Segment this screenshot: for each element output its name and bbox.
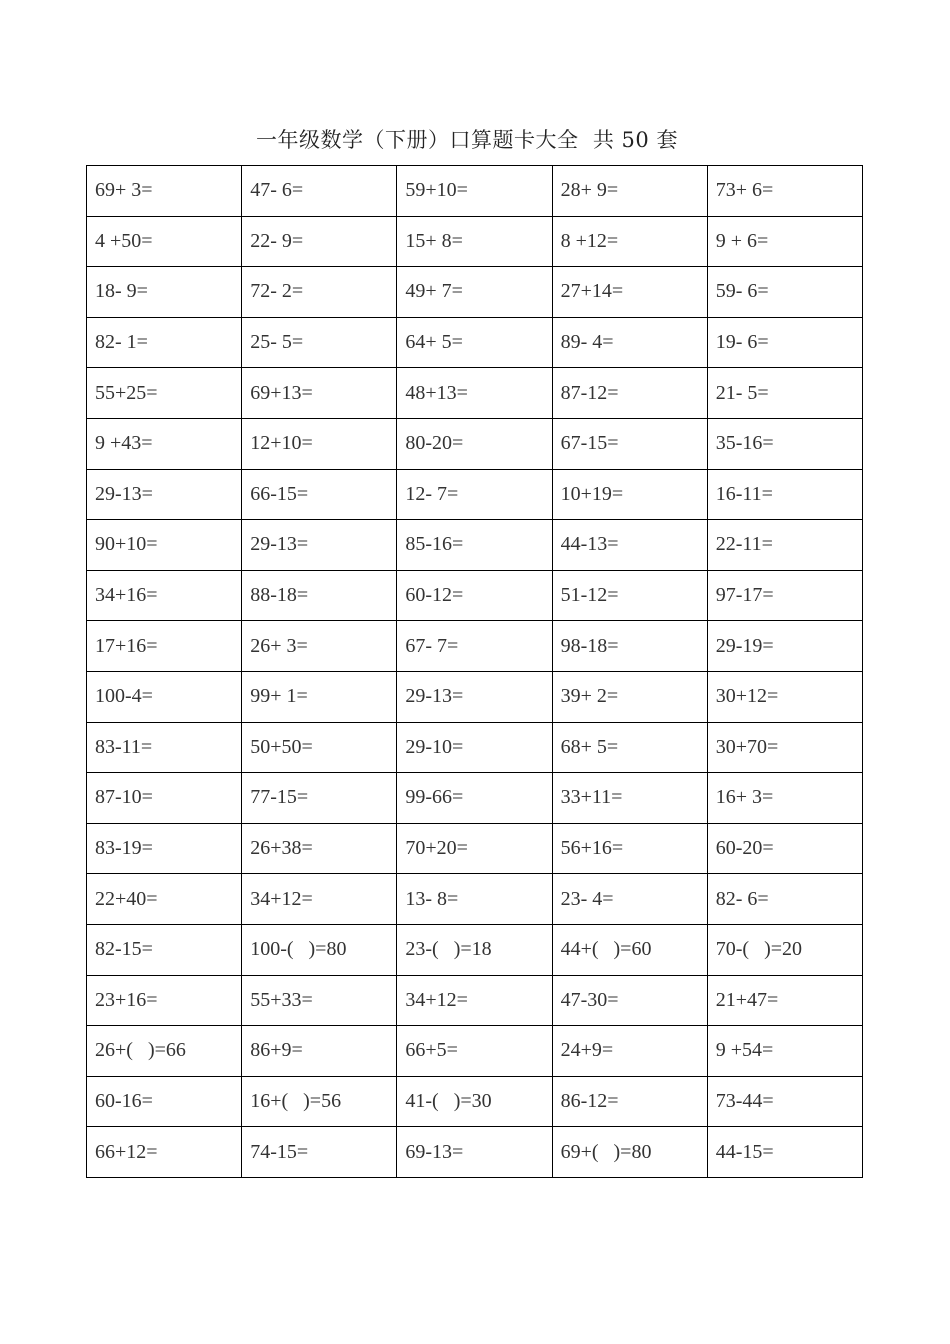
problem-cell: 97-17= xyxy=(707,570,862,621)
table-row xyxy=(87,520,863,571)
problem-cell: 49+ 7= xyxy=(397,267,552,318)
table-row xyxy=(87,166,863,217)
problem-cell: 33+11= xyxy=(552,773,707,824)
table-row xyxy=(87,1076,863,1127)
problem-cell: 22- 9= xyxy=(242,216,397,267)
problem-cell: 60-16= xyxy=(87,1076,242,1127)
problem-cell: 47- 6= xyxy=(242,166,397,217)
table-row xyxy=(87,469,863,520)
problem-cell: 90+10= xyxy=(87,520,242,571)
table-row xyxy=(87,924,863,975)
problem-cell: 60-12= xyxy=(397,570,552,621)
problem-cell: 69+( )=80 xyxy=(552,1127,707,1178)
table-row xyxy=(87,671,863,722)
problem-cell: 87-12= xyxy=(552,368,707,419)
problem-cell: 59+10= xyxy=(397,166,552,217)
problem-cell: 12+10= xyxy=(242,418,397,469)
problem-cell: 8 +12= xyxy=(552,216,707,267)
problem-cell: 68+ 5= xyxy=(552,722,707,773)
problem-cell: 21- 5= xyxy=(707,368,862,419)
problem-cell: 59- 6= xyxy=(707,267,862,318)
problem-cell: 16+( )=56 xyxy=(242,1076,397,1127)
table-row xyxy=(87,773,863,824)
problem-cell: 21+47= xyxy=(707,975,862,1026)
problem-cell: 82- 6= xyxy=(707,874,862,925)
table-row xyxy=(87,621,863,672)
table-row xyxy=(87,570,863,621)
table-row xyxy=(87,418,863,469)
problem-cell: 69-13= xyxy=(397,1127,552,1178)
problem-cell: 51-12= xyxy=(552,570,707,621)
table-row xyxy=(87,317,863,368)
problem-cell: 29-13= xyxy=(397,671,552,722)
problem-cell: 27+14= xyxy=(552,267,707,318)
problem-cell: 50+50= xyxy=(242,722,397,773)
problem-cell: 86-12= xyxy=(552,1076,707,1127)
problem-cell: 60-20= xyxy=(707,823,862,874)
problem-cell: 69+ 3= xyxy=(87,166,242,217)
problem-cell: 100-( )=80 xyxy=(242,924,397,975)
table-row xyxy=(87,874,863,925)
table-row xyxy=(87,216,863,267)
problem-cell: 29-13= xyxy=(242,520,397,571)
problem-cell: 83-19= xyxy=(87,823,242,874)
problem-cell: 67- 7= xyxy=(397,621,552,672)
problem-cell: 44+( )=60 xyxy=(552,924,707,975)
problem-cell: 88-18= xyxy=(242,570,397,621)
table-row xyxy=(87,975,863,1026)
problem-cell: 30+70= xyxy=(707,722,862,773)
problem-cell: 99-66= xyxy=(397,773,552,824)
problem-cell: 44-13= xyxy=(552,520,707,571)
problem-cell: 87-10= xyxy=(87,773,242,824)
problem-cell: 66+5= xyxy=(397,1026,552,1077)
problem-cell: 64+ 5= xyxy=(397,317,552,368)
problem-cell: 48+13= xyxy=(397,368,552,419)
problem-cell: 18- 9= xyxy=(87,267,242,318)
problem-cell: 29-10= xyxy=(397,722,552,773)
problem-cell: 26+( )=66 xyxy=(87,1026,242,1077)
problem-cell: 82-15= xyxy=(87,924,242,975)
problem-cell: 83-11= xyxy=(87,722,242,773)
problem-cell: 70-( )=20 xyxy=(707,924,862,975)
problem-cell: 66-15= xyxy=(242,469,397,520)
problem-cell: 34+12= xyxy=(242,874,397,925)
problem-cell: 26+ 3= xyxy=(242,621,397,672)
problem-cell: 12- 7= xyxy=(397,469,552,520)
problem-cell: 55+33= xyxy=(242,975,397,1026)
problem-cell: 44-15= xyxy=(707,1127,862,1178)
problem-cell: 70+20= xyxy=(397,823,552,874)
problem-cell: 39+ 2= xyxy=(552,671,707,722)
problem-cell: 85-16= xyxy=(397,520,552,571)
problem-cell: 89- 4= xyxy=(552,317,707,368)
problem-cell: 10+19= xyxy=(552,469,707,520)
problem-cell: 34+16= xyxy=(87,570,242,621)
table-row xyxy=(87,368,863,419)
table-row xyxy=(87,722,863,773)
problem-cell: 73+ 6= xyxy=(707,166,862,217)
problem-cell: 25- 5= xyxy=(242,317,397,368)
problem-cell: 56+16= xyxy=(552,823,707,874)
problem-cell: 22+40= xyxy=(87,874,242,925)
problem-cell: 67-15= xyxy=(552,418,707,469)
problem-cell: 30+12= xyxy=(707,671,862,722)
problem-cell: 72- 2= xyxy=(242,267,397,318)
problem-cell: 9 +54= xyxy=(707,1026,862,1077)
problem-cell: 19- 6= xyxy=(707,317,862,368)
problem-cell: 80-20= xyxy=(397,418,552,469)
problem-cell: 9 + 6= xyxy=(707,216,862,267)
problem-cell: 23+16= xyxy=(87,975,242,1026)
grid-body xyxy=(87,166,863,1178)
problem-cell: 23- 4= xyxy=(552,874,707,925)
problem-cell: 77-15= xyxy=(242,773,397,824)
arithmetic-grid xyxy=(86,165,863,1178)
problem-cell: 47-30= xyxy=(552,975,707,1026)
table-row xyxy=(87,267,863,318)
problem-cell: 24+9= xyxy=(552,1026,707,1077)
problem-cell: 100-4= xyxy=(87,671,242,722)
problem-cell: 34+12= xyxy=(397,975,552,1026)
table-row xyxy=(87,823,863,874)
page-title: 一年级数学（下册）口算题卡大全 共 50 套 xyxy=(256,128,678,152)
problem-cell: 99+ 1= xyxy=(242,671,397,722)
problem-cell: 82- 1= xyxy=(87,317,242,368)
problem-cell: 15+ 8= xyxy=(397,216,552,267)
problem-cell: 13- 8= xyxy=(397,874,552,925)
problem-cell: 17+16= xyxy=(87,621,242,672)
problem-cell: 23-( )=18 xyxy=(397,924,552,975)
problem-cell: 55+25= xyxy=(87,368,242,419)
table-row xyxy=(87,1127,863,1178)
problem-cell: 86+9= xyxy=(242,1026,397,1077)
problem-cell: 16-11= xyxy=(707,469,862,520)
problem-cell: 16+ 3= xyxy=(707,773,862,824)
problem-cell: 69+13= xyxy=(242,368,397,419)
problem-cell: 74-15= xyxy=(242,1127,397,1178)
problem-cell: 29-19= xyxy=(707,621,862,672)
problem-cell: 28+ 9= xyxy=(552,166,707,217)
problem-cell: 35-16= xyxy=(707,418,862,469)
problem-cell: 9 +43= xyxy=(87,418,242,469)
problem-cell: 22-11= xyxy=(707,520,862,571)
problem-cell: 66+12= xyxy=(87,1127,242,1178)
problem-cell: 29-13= xyxy=(87,469,242,520)
table-row xyxy=(87,1026,863,1077)
problem-cell: 4 +50= xyxy=(87,216,242,267)
problem-cell: 41-( )=30 xyxy=(397,1076,552,1127)
problem-cell: 98-18= xyxy=(552,621,707,672)
problem-cell: 26+38= xyxy=(242,823,397,874)
problem-cell: 73-44= xyxy=(707,1076,862,1127)
